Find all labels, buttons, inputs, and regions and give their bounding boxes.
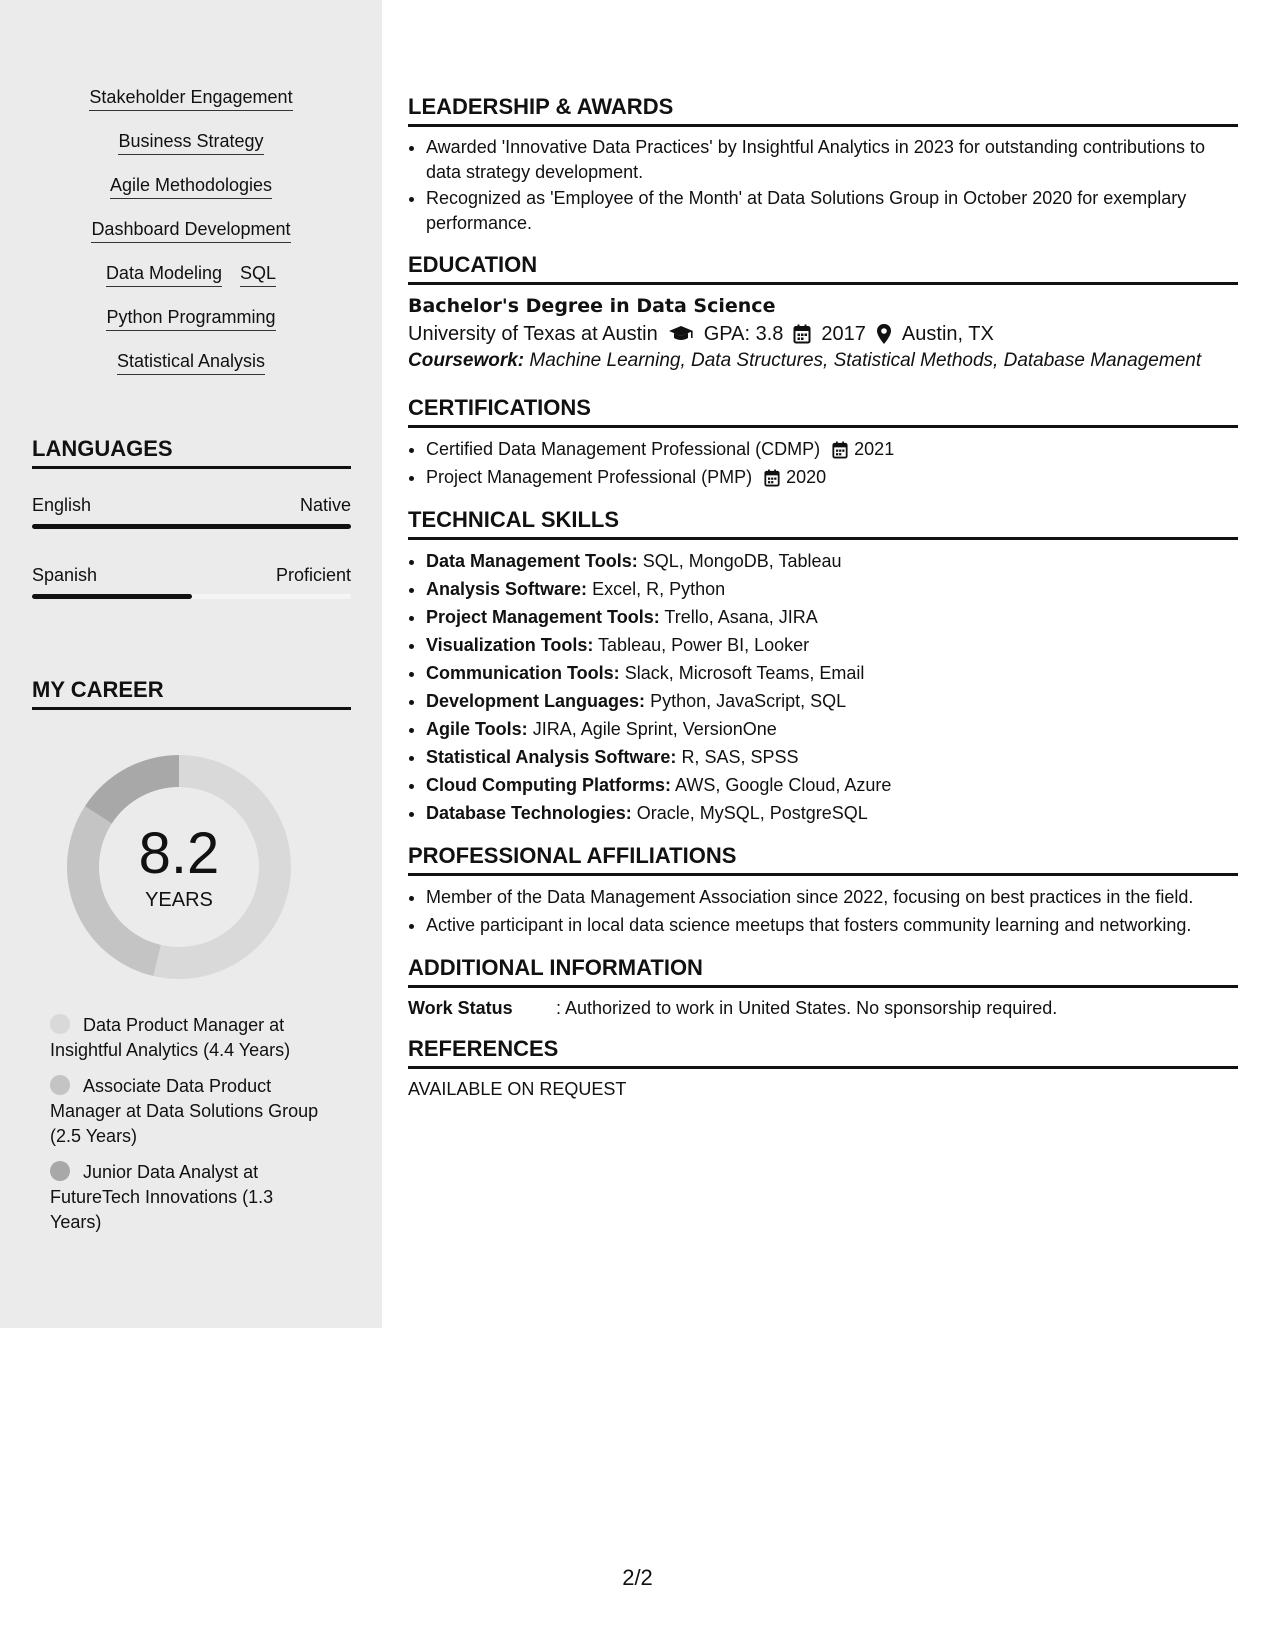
certification-item (426, 436, 1238, 463)
skill-row (0, 130, 382, 155)
tech-skill-item (426, 632, 1238, 659)
school-name: University of Texas at Austin (408, 323, 658, 345)
career-legend-item (50, 1160, 320, 1235)
tech-skill-label: Agile Tools: (426, 719, 528, 739)
language-bar-fill (32, 524, 351, 529)
school-location: Austin, TX (901, 323, 994, 345)
tech-skill-label: Data Management Tools: (426, 551, 638, 571)
degree-title: Bachelor's Degree in Data Science (408, 295, 776, 317)
tech-skill-value: AWS, Google Cloud, Azure (675, 775, 892, 795)
language-bar-fill (32, 594, 192, 599)
certification-name: • Certified Data Management Professional (CDMP) (426, 439, 821, 459)
tech-skill-value: Oracle, MySQL, PostgreSQL (636, 803, 868, 823)
skills-list (0, 86, 382, 394)
education-heading: EDUCATION (408, 252, 1238, 285)
career-legend (50, 1013, 320, 1246)
tech-skill-label: Project Management Tools: (426, 607, 660, 627)
education-details (408, 319, 1238, 349)
tech-skill-label: Communication Tools: (426, 663, 620, 683)
certifications-heading: CERTIFICATIONS (408, 395, 1238, 428)
language-bar (32, 524, 351, 529)
certifications-section (408, 395, 1238, 491)
language-level: Proficient (275, 565, 351, 585)
tech-skill-value: Trello, Asana, JIRA (664, 607, 818, 627)
technical-skills-section (408, 507, 1238, 827)
language-name: Spanish (32, 565, 98, 585)
career-total-unit: YEARS (145, 889, 213, 911)
tech-skill-value: R, SAS, SPSS (681, 747, 799, 767)
skill-row (0, 174, 382, 199)
references-heading: REFERENCES (408, 1036, 1238, 1069)
gpa: GPA: 3.8 (703, 323, 784, 345)
calendar-icon (832, 441, 848, 459)
skill-tag: Dashboard Development (91, 218, 290, 243)
education-section (408, 252, 1238, 373)
location-pin-icon (876, 323, 892, 345)
certification-year: 2020 (786, 467, 827, 487)
tech-skill-item (426, 548, 1238, 575)
affiliation-item: • Member of the Data Management Association since 2022, focusing on best practices in the field. (426, 884, 1238, 911)
coursework-list: Machine Learning, Data Structures, Statistical Methods, Database Management (529, 350, 1202, 371)
coursework-label: Coursework: (408, 350, 525, 371)
career-legend-label: Associate Data Product Manager at Data Solutions Group (2.5 Years) (50, 1076, 319, 1146)
work-status-row (408, 996, 1238, 1020)
tech-skill-item (426, 744, 1238, 771)
tech-skill-value: Tableau, Power BI, Looker (598, 635, 810, 655)
tech-skill-value: Excel, R, Python (592, 579, 726, 599)
award-item: • Recognized as 'Employee of the Month' at Data Solutions Group in October 2020 for exemplary performance. (426, 186, 1238, 236)
languages-heading: LANGUAGES (32, 436, 351, 469)
skill-tag: SQL (240, 262, 276, 287)
coursework (408, 349, 1238, 373)
tech-skill-label: Analysis Software: (426, 579, 588, 599)
tech-skill-item (426, 716, 1238, 743)
tech-skill-label: Development Languages: (426, 691, 646, 711)
skill-tag: Agile Methodologies (110, 174, 272, 199)
additional-info-section (408, 955, 1238, 1020)
tech-skill-item (426, 576, 1238, 603)
affiliations-heading: PROFESSIONAL AFFILIATIONS (408, 843, 1238, 876)
career-donut-chart (64, 752, 294, 982)
skill-row (0, 218, 382, 243)
work-status-value: : Authorized to work in United States. No sponsorship required. (556, 998, 1058, 1018)
leadership-section (408, 94, 1238, 236)
page-number: 2/2 (622, 1565, 653, 1590)
skill-row (0, 86, 382, 111)
career-legend-item (50, 1013, 320, 1063)
legend-dot (50, 1075, 70, 1095)
main-content (408, 94, 1238, 1117)
language-level: Native (299, 495, 351, 515)
language-bar (32, 594, 351, 599)
leadership-heading: LEADERSHIP & AWARDS (408, 94, 1238, 127)
additional-info-heading: ADDITIONAL INFORMATION (408, 955, 1238, 988)
legend-dot (50, 1161, 70, 1181)
references-section (408, 1036, 1238, 1101)
tech-skill-item (426, 660, 1238, 687)
skill-tag: Python Programming (106, 306, 275, 331)
legend-dot (50, 1014, 70, 1034)
tech-skill-value: Python, JavaScript, SQL (650, 691, 847, 711)
graduation-year: 2017 (821, 323, 866, 345)
references-text: AVAILABLE ON REQUEST (408, 1079, 627, 1099)
award-item: • Awarded 'Innovative Data Practices' by Insightful Analytics in 2023 for outstanding contributions to data strategy development. (426, 135, 1238, 185)
career-legend-label: Data Product Manager at Insightful Analytics (4.4 Years) (50, 1015, 291, 1060)
tech-skill-item (426, 688, 1238, 715)
technical-skills-heading: TECHNICAL SKILLS (408, 507, 1238, 540)
affiliations-section (408, 843, 1238, 939)
sidebar (0, 0, 382, 1328)
language-name: English (32, 495, 92, 515)
language-spanish (32, 564, 351, 599)
tech-skill-label: Statistical Analysis Software: (426, 747, 677, 767)
skill-tag: Statistical Analysis (117, 350, 265, 375)
calendar-icon (764, 469, 780, 487)
career-heading: MY CAREER (32, 677, 351, 710)
calendar-icon (793, 324, 811, 344)
tech-skill-label: Database Technologies: (426, 803, 632, 823)
skill-row (0, 262, 382, 287)
skill-row (0, 350, 382, 375)
skill-tag: Stakeholder Engagement (89, 86, 292, 111)
career-total-value: 8.2 (138, 821, 220, 886)
tech-skill-label: Cloud Computing Platforms: (426, 775, 671, 795)
skill-tag: Business Strategy (118, 130, 263, 155)
affiliation-item: • Active participant in local data science meetups that fosters community learning and networking. (426, 912, 1238, 939)
skill-tag: Data Modeling (106, 262, 222, 287)
tech-skill-value: JIRA, Agile Sprint, VersionOne (532, 719, 777, 739)
certification-item (426, 464, 1238, 491)
graduation-cap-icon (668, 325, 694, 343)
career-legend-item (50, 1074, 320, 1149)
tech-skill-label: Visualization Tools: (426, 635, 594, 655)
certification-year: 2021 (854, 439, 895, 459)
language-english (32, 494, 351, 529)
work-status-label: Work Status (408, 998, 513, 1018)
career-legend-label: Junior Data Analyst at FutureTech Innovations (1.3 Years) (50, 1162, 274, 1232)
tech-skill-value: SQL, MongoDB, Tableau (642, 551, 842, 571)
skill-row (0, 306, 382, 331)
tech-skill-item (426, 800, 1238, 827)
tech-skill-item (426, 772, 1238, 799)
certification-name: • Project Management Professional (PMP) (426, 467, 753, 487)
tech-skill-value: Slack, Microsoft Teams, Email (624, 663, 865, 683)
tech-skill-item (426, 604, 1238, 631)
